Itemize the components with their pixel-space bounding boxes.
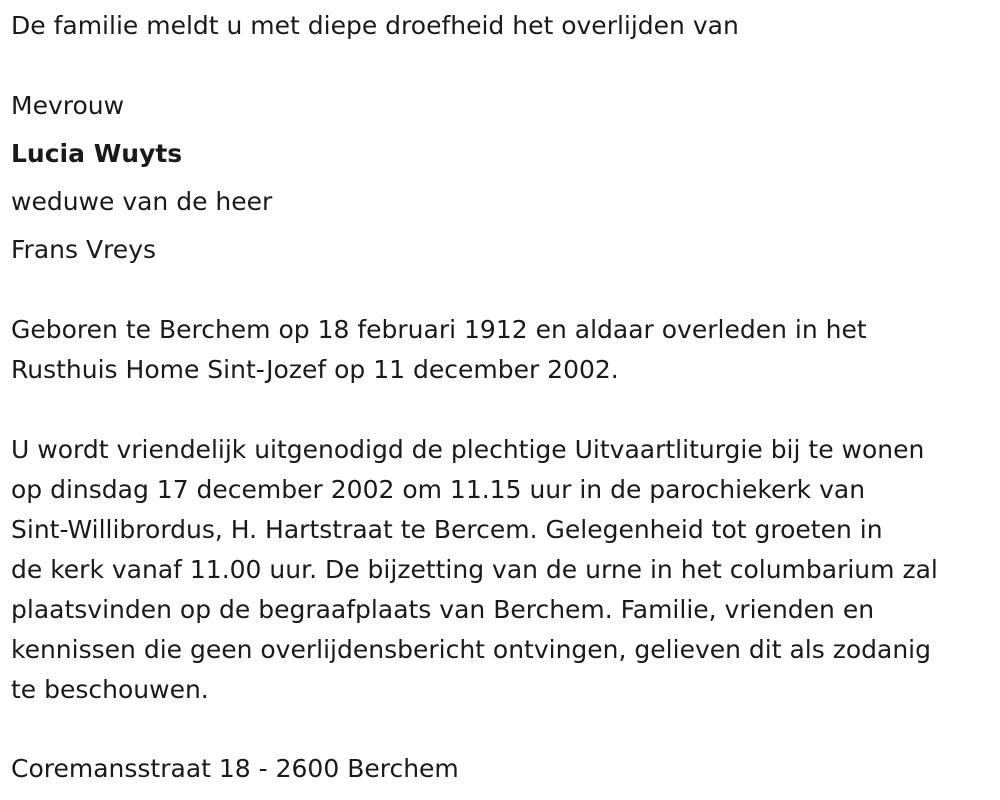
family-address: Coremansstraat 18 - 2600 Berchem (11, 754, 459, 783)
birth-death-paragraph (11, 310, 867, 390)
service-line: U wordt vriendelijk uitgenodigd de plechtige Uitvaartliturgie bij te wonen (11, 435, 925, 464)
service-line: de kerk vanaf 11.00 uur. De bijzetting van de urne in het columbarium zal (11, 555, 938, 584)
relation-text: weduwe van de heer (11, 187, 273, 216)
service-line: plaatsvinden op de begraafplaats van Berchem. Familie, vrienden en (11, 595, 875, 624)
funeral-service-paragraph (11, 430, 938, 710)
spouse-name: Frans Vreys (11, 235, 157, 264)
service-line: Sint-Willibrordus, H. Hartstraat te Bercem. Gelegenheid tot groeten in (11, 515, 883, 544)
service-line: op dinsdag 17 december 2002 om 11.15 uur in de parochiekerk van (11, 475, 866, 504)
honorific-title: Mevrouw (11, 91, 125, 120)
service-line: te beschouwen. (11, 675, 209, 704)
deceased-name: Lucia Wuyts (11, 139, 183, 168)
birth-death-line: Geboren te Berchem op 18 februari 1912 en aldaar overleden in het (11, 315, 867, 344)
service-line: kennissen die geen overlijdensbericht ontvingen, gelieven dit als zodanig (11, 635, 931, 664)
birth-death-line: Rusthuis Home Sint-Jozef op 11 december 2002. (11, 355, 619, 384)
intro-text: De familie meldt u met diepe droefheid het overlijden van (11, 11, 739, 40)
